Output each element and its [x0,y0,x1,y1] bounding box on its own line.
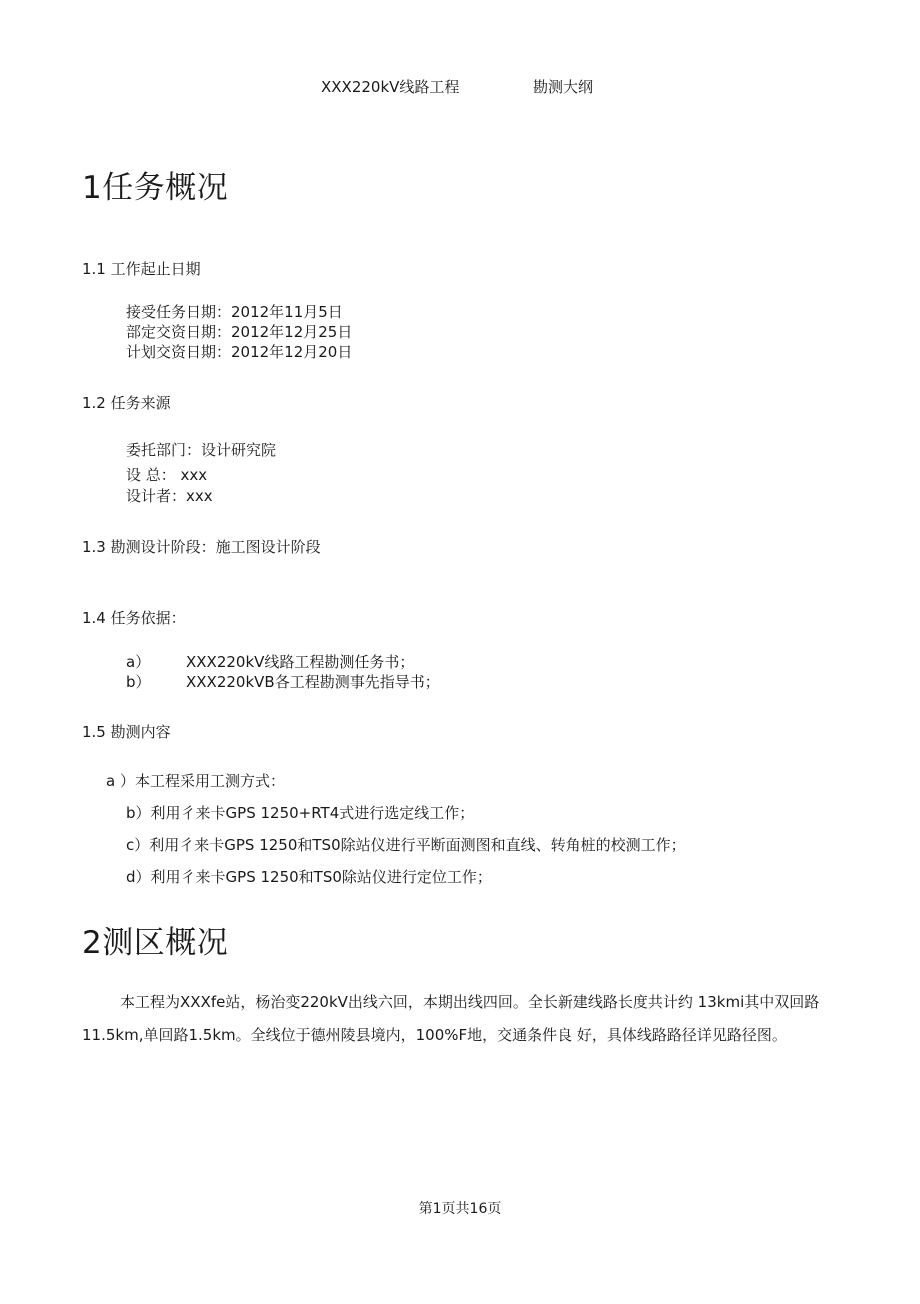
section-1-4-heading: 1.4 任务依据： [82,609,186,627]
section-1-3-heading: 1.3 勘测设计阶段：施工图设计阶段 [82,538,321,556]
basis-item-b-marker: b） [126,673,151,691]
date-dept-delivery: 部定交资日期：2012年12月25日 [126,323,353,341]
section-1-heading: 1任务概况 [82,170,229,206]
source-dept: 委托部门：设计研究院 [126,441,277,459]
date-accept: 接受任务日期：2012年11月5日 [126,303,343,321]
section-1-1-heading: 1.1 工作起止日期 [82,260,201,278]
section-1-5-heading: 1.5 勘测内容 [82,723,171,741]
source-designer: 设计者：xxx [126,487,213,505]
section-2-heading: 2测区概况 [82,925,229,961]
content-item-b: b）利用彳来卡GPS 1250+RT4式进行选定线工作； [126,804,475,822]
source-chief: 设 总： xxx [126,466,208,484]
basis-item-a-text: XXX220kV线路工程勘测任务书； [186,653,415,671]
header-doc-title: 勘测大纲 [533,78,594,96]
content-item-d: d）利用彳来卡GPS 1250和TS0除站仪进行定位工作； [126,868,492,886]
content-item-c: c）利用彳来卡GPS 1250和TS0除站仪进行平断面测图和直线、转角桩的校测工作； [126,836,686,854]
section-1-2-heading: 1.2 任务来源 [82,394,171,412]
page-number: 第1页共16页 [418,1201,502,1217]
header-project: XXX220kV线路工程 [321,78,460,96]
basis-item-a-marker: a） [126,653,151,671]
survey-area-paragraph: 本工程为XXXfe站，杨治变220kV出线六回，本期出线四回。全长新建线路长度共计约 13kmi其中双回路11.5km,单回路1.5km。全线位于德州陵县境内，100%F地，交通条件良 好，具体线路路径详见路径图。 [82,993,820,1044]
date-plan-delivery: 计划交资日期：2012年12月20日 [126,343,353,361]
content-item-a: a ）本工程采用工测方式： [106,772,285,790]
basis-item-b-text: XXX220kVB各工程勘测事先指导书； [186,673,440,691]
